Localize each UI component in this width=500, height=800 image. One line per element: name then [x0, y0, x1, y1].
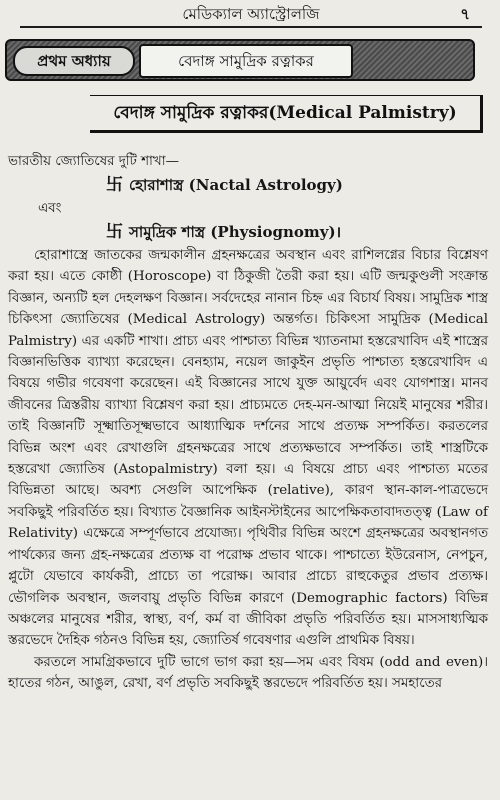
page-number: ৭	[460, 5, 470, 23]
paragraph: হোরাশাস্ত্রে জাতকের জন্মকালীন গ্রহনক্ষত্রের অবস্থান এবং রাশিলগ্নের বিচার বিশ্লেষণ করা হয়। এতে কোষ্ঠী (Horoscope) বা ঠিকুজী তৈরী করা হয়। এটি জন্মকুণ্ডলী সংক্রান্ত বিজ্ঞান, অন্যটি হল দেহলক্ষণ বিজ্ঞান। সর্বদেহের নানান চিহ্ন এর বিচার্য বিষয়। সামুদ্রিক শাস্ত্র চিকিৎসা জ্যোতিষের (Medical Astrology) অন্তর্গত। চিকিৎসা সামুদ্রিক (Medical Palmistry) এর একটি শাখা। প্রাচ্য এবং পাশ্চাত্য বিভিন্ন খ্যাতনামা হস্তরেখাবিদ এই শাস্ত্রের বিজ্ঞানভিত্তিক ব্যাখ্যা করেছেন। বেনহ্যাম, নয়েল জাকুইন প্রভৃতি পাশ্চাত্য হস্তরেখাবিদ এ বিষয়ে গভীর গবেষণা করেছেন। এই বিজ্ঞানের সাথে যুক্ত আয়ুর্বেদ এবং যোগশাস্ত্র। মানব জীবনের ত্রিস্তরীয় ব্যাখ্যা বিশ্লেষণ করা হয়। প্রাচ্যমতে দেহ-মন-আত্মা নিয়েই মানুষের শরীর। তাই বিজ্ঞানটি সূক্ষ্মাতিসূক্ষ্মভাবে আধ্যাত্মিক দর্শনের সাথে প্রত্যক্ষ সম্পর্কিত। করতলের বিভিন্ন অংশ এবং রেখাগুলি গ্রহনক্ষত্রের সাথে প্রত্যক্ষভাবে সম্পর্কিত। তাই শাস্ত্রটিকে হস্তরেখা জ্যোতিষ (Astopalmistry) বলা হয়। এ বিষয়ে প্রাচ্য এবং পাশ্চাত্য মতের বিভিন্নতা আছে। অবশ্য সেগুলি আপেক্ষিক (relative), কারণ স্থান-কাল-পাত্রভেদে সবকিছুই পরিবর্তিত হয়। বিখ্যাত বৈজ্ঞানিক আইনস্টাইনের আপেক্ষিকতাবাদতত্ত্ব (Law of Relativity) এক্ষেত্রে সম্পূর্ণভাবে প্রযোজ্য। পৃথিবীর বিভিন্ন অংশে গ্রহনক্ষত্রের অবস্থানগত পার্থক্যের জন্য গ্রহ-নক্ষত্রের প্রত্যক্ষ বা পরোক্ষ প্রভাব থাকে। পাশ্চাত্যে ইউরেনাস, নেপচুন, প্লুটো যেভাবে কার্যকরী, প্রাচ্যে তা পরোক্ষ। আবার প্রাচ্যে রাহুকেতুর প্রভাব প্রত্যক্ষ। ভৌগলিক অবস্থান, জলবায়ু প্রভৃতি বিভিন্ন কারণে (Demographic factors) বিভিন্ন অঞ্চলের মানুষের শরীর, স্বাস্থ্য, বর্ণ, কর্ম বা জীবিকা প্রভৃতি পরিবর্তিত হয়। মাসসাধ্যত্মিক স্তরভেদে দৈহিক গঠনও বিভিন্ন হয়, জ্যোতির্ষ গবেষণার এগুলি প্রাথমিক বিষয়।	[8, 248, 488, 649]
running-head-title: মেডিক্যাল অ্যাস্ট্রোলজি	[182, 5, 320, 23]
section-title: বেদাঙ্গ সামুদ্রিক রত্নাকর(Medical Palmistry)	[90, 95, 483, 133]
swastika-icon: 卐	[106, 222, 123, 242]
branch-item-horashastra	[8, 173, 488, 198]
paragraph: করতলে সামগ্রিকভাবে দুটি ভাগে ভাগ করা হয়—সম এবং বিষম (odd and even)। হাতের গঠন, আঙুল, রেখা, বর্ণ প্রভৃতি সবকিছুই স্তরভেদে পরিবর্তিত হয়। সমহাতের	[8, 654, 488, 692]
chapter-topic: বেদাঙ্গ সামুদ্রিক রত্নাকর	[139, 44, 353, 78]
branch-label: হোরাশাস্ত্র (Nactal Astrology)	[129, 176, 343, 194]
branch-label: সামুদ্রিক শাস্ত্র (Physiognomy)।	[129, 223, 342, 241]
running-head	[20, 4, 482, 28]
chapter-banner	[5, 39, 475, 81]
chapter-label: প্রথম অধ্যায়	[13, 46, 135, 76]
branch-item-samudrik	[8, 220, 488, 245]
body-text	[8, 150, 488, 695]
intro-line: ভারতীয় জ্যোতিষের দুটি শাখা—	[8, 154, 179, 169]
swastika-icon: 卐	[106, 175, 123, 195]
conjunction: এবং	[38, 201, 62, 216]
